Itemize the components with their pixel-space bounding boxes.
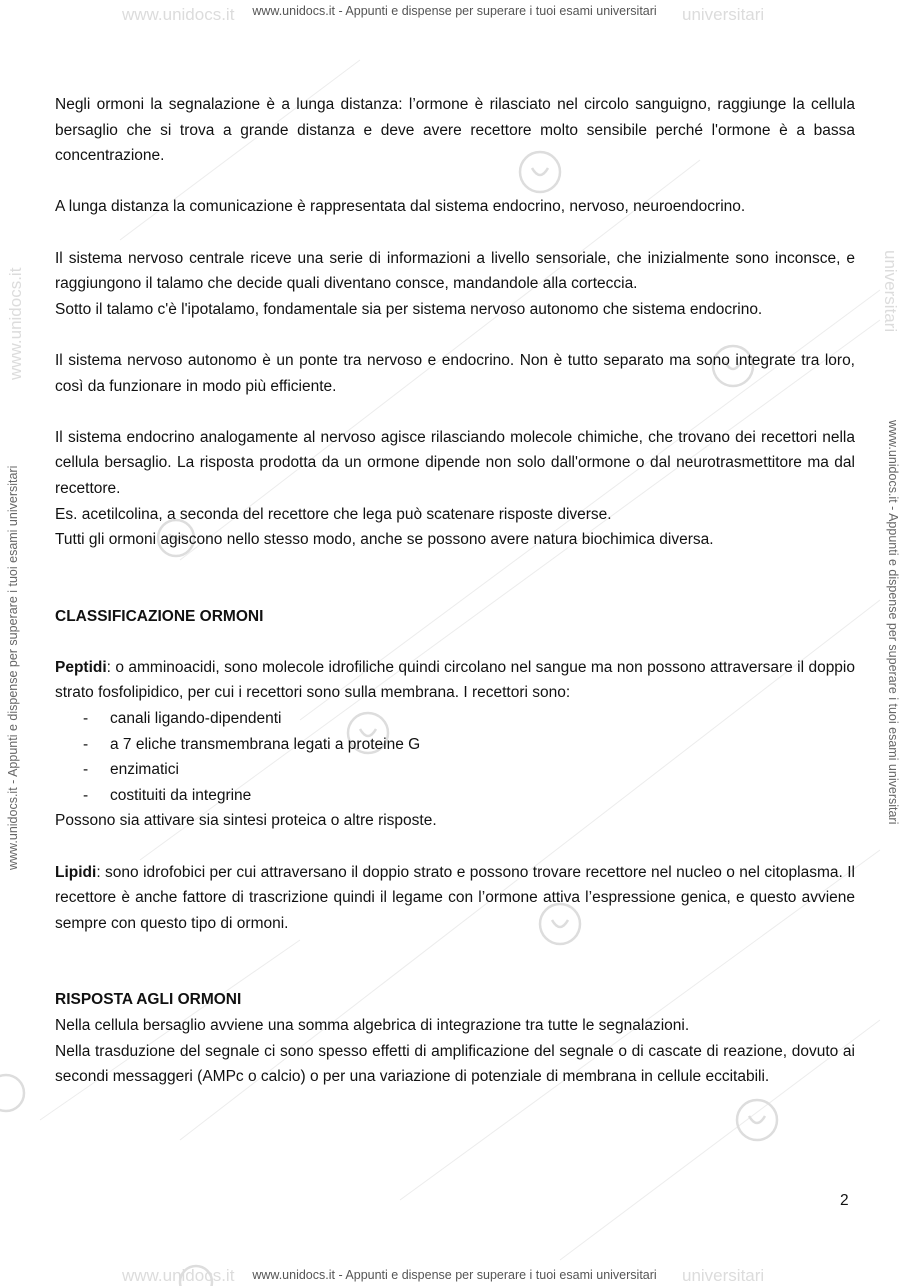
page-header-watermark [0,4,909,24]
header-ghost-left: www.unidocs.it [122,5,235,24]
page-footer-watermark [0,1266,909,1285]
document-body [55,92,855,1090]
paragraph: Negli ormoni la segnalazione è a lunga distanza: l’ormone è rilasciato nel circolo sanguigno, raggiunge la cellula bersaglio che si trova a grande distanza e deve avere recettore molto sensibile perché l'ormone è a bassa concentrazione. [55,96,855,165]
section-heading: RISPOSTA AGLI ORMONI [55,991,242,1009]
paragraph: Nella cellula bersaglio avviene una somma algebrica di integrazione tra tutte le segnalazioni. [55,1017,690,1034]
paragraph: Es. acetilcolina, a seconda del recettore che lega può scatenare risposte diverse. [55,505,612,523]
header-ghost-right: universitari [682,5,765,24]
paragraph: Sotto il talamo c'è l'ipotalamo, fondamentale sia per sistema nervoso autonomo che sistema endocrino. [55,300,763,318]
section-heading: CLASSIFICAZIONE ORMONI [55,607,264,625]
footer-text: www.unidocs.it - Appunti e dispense per superare i tuoi esami universitari [252,1268,657,1282]
paragraph: A lunga distanza la comunicazione è rappresentata dal sistema endocrino, nervoso, neuroendocrino. [55,198,746,216]
paragraph: Il sistema endocrino analogamente al nervoso agisce rilasciando molecole chimiche, che trovano dei recettori nella cellula bersaglio. La risposta prodotta da un ormone dipende non solo dall'ormone o dal neurotrasmettitore ma dal recettore. [55,428,855,497]
side-left-ghost: www.unidocs.it [6,267,25,380]
side-right-ghost: universitari [881,250,900,333]
header-text: www.unidocs.it - Appunti e dispense per superare i tuoi esami universitari [252,4,657,18]
list-item: - enzimatici [55,757,855,783]
lipidi-paragraph [55,860,855,937]
paragraph: Tutti gli ormoni agiscono nello stesso modo, anche se possono avere natura biochimica diversa. [55,531,714,549]
paragraph: Nella trasduzione del segnale ci sono spesso effetti di amplificazione del segnale o di cascate di reazione, dovuto ai secondi messaggeri (AMPc o calcio) o per una variazione di potenziale di membrana in cellule eccitabili. [55,1042,855,1086]
lipidi-label: Lipidi [55,863,97,881]
footer-ghost-left: www.unidocs.it [122,1266,235,1285]
lipidi-text: : sono idrofobici per cui attraversano il doppio strato e possono trovare recettore nel nucleo o nel citoplasma. Il recettore è anche fattore di trascrizione quindi il legame con l’ormone attiva l’espressione genica, e questo avviene sempre con questo tipo di ormoni. [55,863,855,932]
receptor-list [55,706,855,808]
list-item: - canali ligando-dipendenti [55,706,855,732]
peptidi-label: Peptidi [55,658,107,676]
list-item: - costituiti da integrine [55,783,855,809]
side-right-watermark: www.unidocs.it - Appunti e dispense per superare i tuoi esami universitari [886,420,900,825]
paragraph: Possono sia attivare sia sintesi proteica o altre risposte. [55,812,437,830]
peptidi-text: : o amminoacidi, sono molecole idrofiliche quindi circolano nel sangue ma non possono attraversare il doppio strato fosfolipidico, per cui i recettori sono sulla membrana. I recettori sono: [55,658,855,702]
paragraph: Il sistema nervoso centrale riceve una serie di informazioni a livello sensoriale, che inizialmente sono inconsce, e raggiungono il talamo che decide quali diventano consce, mandandole alla corteccia. [55,249,855,293]
side-left-watermark: www.unidocs.it - Appunti e dispense per superare i tuoi esami universitari [6,465,20,870]
page-number: 2 [840,1192,849,1209]
footer-ghost-right: universitari [682,1266,765,1285]
paragraph: Il sistema nervoso autonomo è un ponte tra nervoso e endocrino. Non è tutto separato ma sono integrate tra loro, così da funzionare in modo più efficiente. [55,351,855,395]
list-item: - a 7 eliche transmembrana legati a proteine G [55,732,855,758]
peptidi-paragraph [55,655,855,706]
